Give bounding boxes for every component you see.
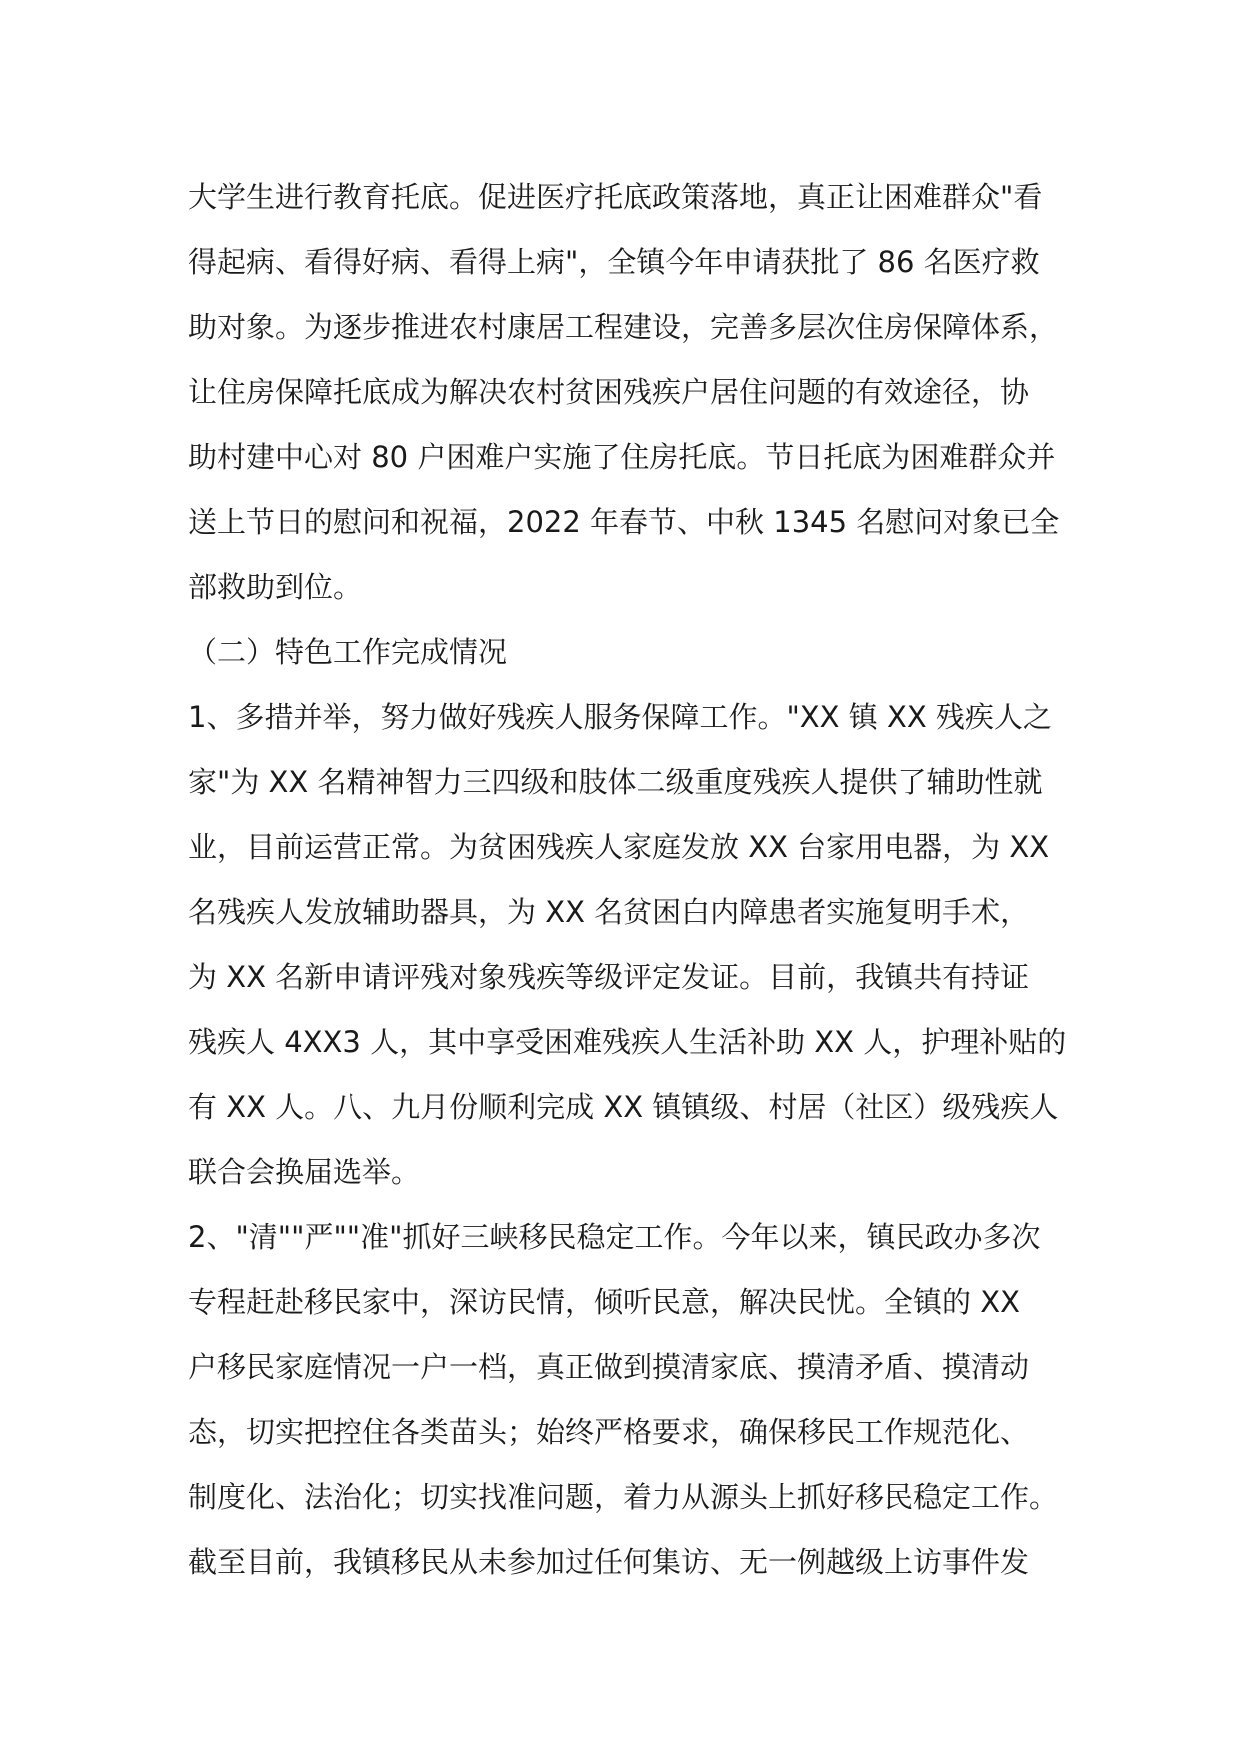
text-line: 业，目前运营正常。为贫困残疾人家庭发放 XX 台家用电器，为 XX [188, 830, 1050, 864]
text-line: 名残疾人发放辅助器具，为 XX 名贫困白内障患者实施复明手术， [188, 895, 1030, 929]
text-line: 大学生进行教育托底。促进医疗托底政策落地，真正让困难群众"看 [188, 180, 1043, 214]
text-line: 1、多措并举，努力做好残疾人服务保障工作。"XX 镇 XX 残疾人之 [188, 700, 1052, 734]
text-line: 助村建中心对 80 户困难户实施了住房托底。节日托底为困难群众并 [188, 440, 1056, 474]
text-line: 专程赶赴移民家中，深访民情，倾听民意，解决民忧。全镇的 XX [188, 1285, 1020, 1319]
text-line: 有 XX 人。八、九月份顺利完成 XX 镇镇级、村居（社区）级残疾人 [188, 1090, 1059, 1124]
text-line: 态，切实把控住各类苗头；始终严格要求，确保移民工作规范化、 [188, 1415, 1030, 1449]
text-line: 得起病、看得好病、看得上病"，全镇今年申请获批了 86 名医疗救 [188, 245, 1040, 279]
text-line: 让住房保障托底成为解决农村贫困残疾户居住问题的有效途径，协 [188, 375, 1030, 409]
text-line: 户移民家庭情况一户一档，真正做到摸清家底、摸清矛盾、摸清动 [188, 1350, 1030, 1384]
text-line: 助对象。为逐步推进农村康居工程建设，完善多层次住房保障体系， [188, 310, 1059, 344]
text-line: 2、"清""严""准"抓好三峡移民稳定工作。今年以来，镇民政办多次 [188, 1220, 1041, 1254]
text-line: 家"为 XX 名精神智力三四级和肢体二级重度残疾人提供了辅助性就 [188, 765, 1043, 799]
text-line: 部救助到位。 [188, 570, 363, 604]
text-line: 为 XX 名新申请评残对象残疾等级评定发证。目前，我镇共有持证 [188, 960, 1030, 994]
section-heading: （二）特色工作完成情况 [188, 635, 508, 669]
text-line: 送上节日的慰问和祝福，2022 年春节、中秋 1345 名慰问对象已全 [188, 505, 1060, 539]
text-line: 截至目前，我镇移民从未参加过任何集访、无一例越级上访事件发 [188, 1545, 1030, 1579]
text-line: 制度化、法治化；切实找准问题，着力从源头上抓好移民稳定工作。 [188, 1480, 1059, 1514]
text-line: 联合会换届选举。 [188, 1155, 421, 1189]
body-text [188, 165, 1088, 1595]
text-line: 残疾人 4XX3 人，其中享受困难残疾人生活补助 XX 人，护理补贴的 [188, 1025, 1067, 1059]
